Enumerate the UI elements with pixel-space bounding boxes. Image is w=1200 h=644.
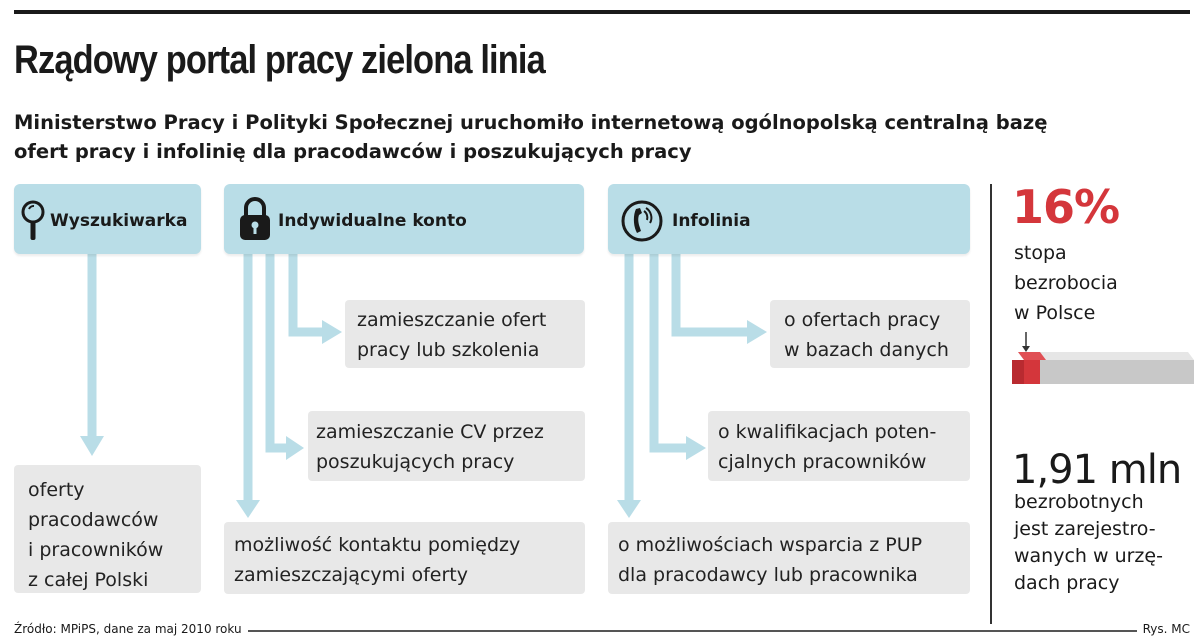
arrow-konto-1: [293, 254, 322, 332]
header-label-infolinia: Infolinia: [672, 211, 751, 231]
arrowhead-infolinia-2: [686, 436, 706, 460]
sidebar-divider: [990, 184, 992, 624]
item-wyszukiwarka-oferty: oferty pracodawców i pracowników z całej Polski: [14, 465, 201, 593]
stat-registered-unemployed: [1012, 447, 1181, 493]
arrow-infolinia-1: [676, 254, 747, 332]
arrow-konto-2: [270, 254, 286, 448]
stat-registered-unemployed-value: 1,91 mln: [1012, 447, 1182, 493]
item-infolinia-wsparcie: o możliwościach wsparcia z PUP dla pracodawcy lub pracownika: [608, 522, 970, 594]
phone-icon: [620, 199, 664, 243]
stat-unemployment-rate: 16%: [1012, 180, 1120, 234]
arrowhead-konto-1: [322, 320, 342, 344]
page-title: Rządowy portal pracy zielona linia: [14, 38, 545, 82]
item-infolinia-kwalifikacje: o kwalifikacjach poten- cjalnych pracowników: [708, 411, 970, 481]
arrowhead-konto-2: [286, 436, 304, 460]
arrowhead-infolinia-1: [747, 320, 767, 344]
item-infolinia-oferty: o ofertach pracy w bazach danych: [770, 300, 970, 368]
page-subtitle: Ministerstwo Pracy i Polityki Społecznej uruchomiło internetową ogólnopolską centralną bazę ofert pracy i infolinię dla pracodawców i poszukujących pracy: [14, 111, 1048, 163]
header-label-wyszukiwarka: Wyszukiwarka: [50, 211, 188, 231]
item-konto-zamieszczanie-cv: zamieszczanie CV przez poszukujących pracy: [308, 411, 585, 481]
item-konto-kontakt: możliwość kontaktu pomiędzy zamieszczającymi oferty: [224, 522, 585, 594]
arrow-infolinia-2: [654, 254, 686, 448]
stat-unemployment-rate-label: stopa bezrobocia w Polsce: [1014, 242, 1118, 324]
arrowhead-infolinia-3: [617, 500, 641, 518]
header-label-indywidualne-konto: Indywidualne konto: [278, 211, 467, 231]
arrowhead-wyszukiwarka-1: [80, 436, 104, 456]
arrowhead-konto-3: [236, 500, 260, 518]
magnifier-icon: [20, 200, 46, 242]
source-note: Źródło: MPiPS, dane za maj 2010 roku: [14, 622, 248, 636]
unemployment-bar: [1008, 328, 1194, 392]
stat-registered-unemployed-label: bezrobotnych jest zarejestro- wanych w urzę- dach pracy: [1014, 491, 1163, 594]
padlock-icon: [238, 196, 272, 242]
credit-note: Rys. MC: [1137, 622, 1190, 636]
item-konto-zamieszczanie-ofert: zamieszczanie ofert pracy lub szkolenia: [345, 300, 585, 368]
